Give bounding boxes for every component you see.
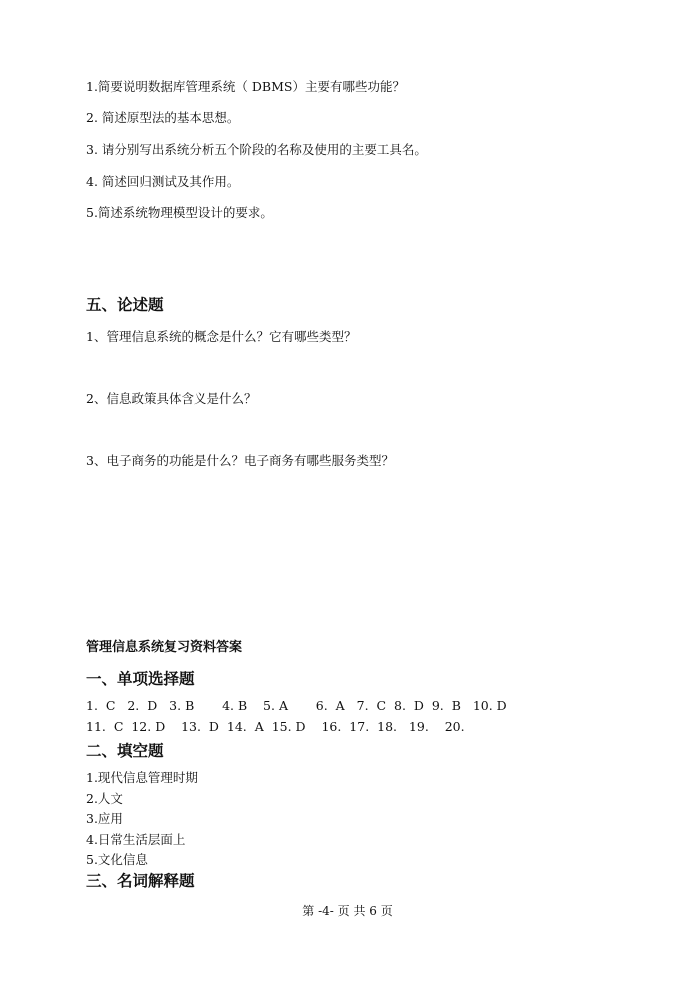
terms-section-title: 三、名词解释题 — [86, 872, 195, 890]
essay-question-2: 2、信息政策具体含义是什么？ — [86, 391, 257, 406]
essay-section-title: 五、论述题 — [86, 296, 164, 314]
fill-blank-answer-3: 3.应用 — [86, 811, 123, 826]
essay-question-3: 3、电子商务的功能是什么？电子商务有哪些服务类型？ — [86, 453, 394, 468]
fill-blank-answer-2: 2.人文 — [86, 791, 123, 806]
fill-blank-answer-1: 1.现代信息管理时期 — [86, 770, 198, 785]
fill-blank-title: 二、填空题 — [86, 742, 164, 760]
single-choice-answers-row-2: 11. C 12. D 13. D 14. A 15. D 16. 17. 18. 19. 20. — [86, 719, 465, 734]
short-answer-question-4: 4. 简述回归测试及其作用。 — [86, 174, 240, 189]
answers-title: 管理信息系统复习资料答案 — [86, 640, 243, 655]
short-answer-question-5: 5.简述系统物理模型设计的要求。 — [86, 205, 273, 220]
short-answer-question-1: 1.简要说明数据库管理系统（ DBMS）主要有哪些功能？ — [86, 79, 405, 94]
fill-blank-answer-4: 4.日常生活层面上 — [86, 832, 186, 847]
single-choice-answers-row-1: 1. C 2. D 3. B 4. B 5. A 6. A 7. C 8. D 9. B 10. D — [86, 698, 507, 713]
short-answer-question-3: 3. 请分别写出系统分析五个阶段的名称及使用的主要工具名。 — [86, 142, 427, 157]
single-choice-title: 一、单项选择题 — [86, 670, 195, 688]
fill-blank-answer-5: 5.文化信息 — [86, 852, 148, 867]
essay-question-1: 1、管理信息系统的概念是什么？它有哪些类型？ — [86, 329, 357, 344]
short-answer-question-2: 2. 简述原型法的基本思想。 — [86, 110, 240, 125]
page-footer: 第 -4- 页 共 6 页 — [302, 904, 393, 918]
